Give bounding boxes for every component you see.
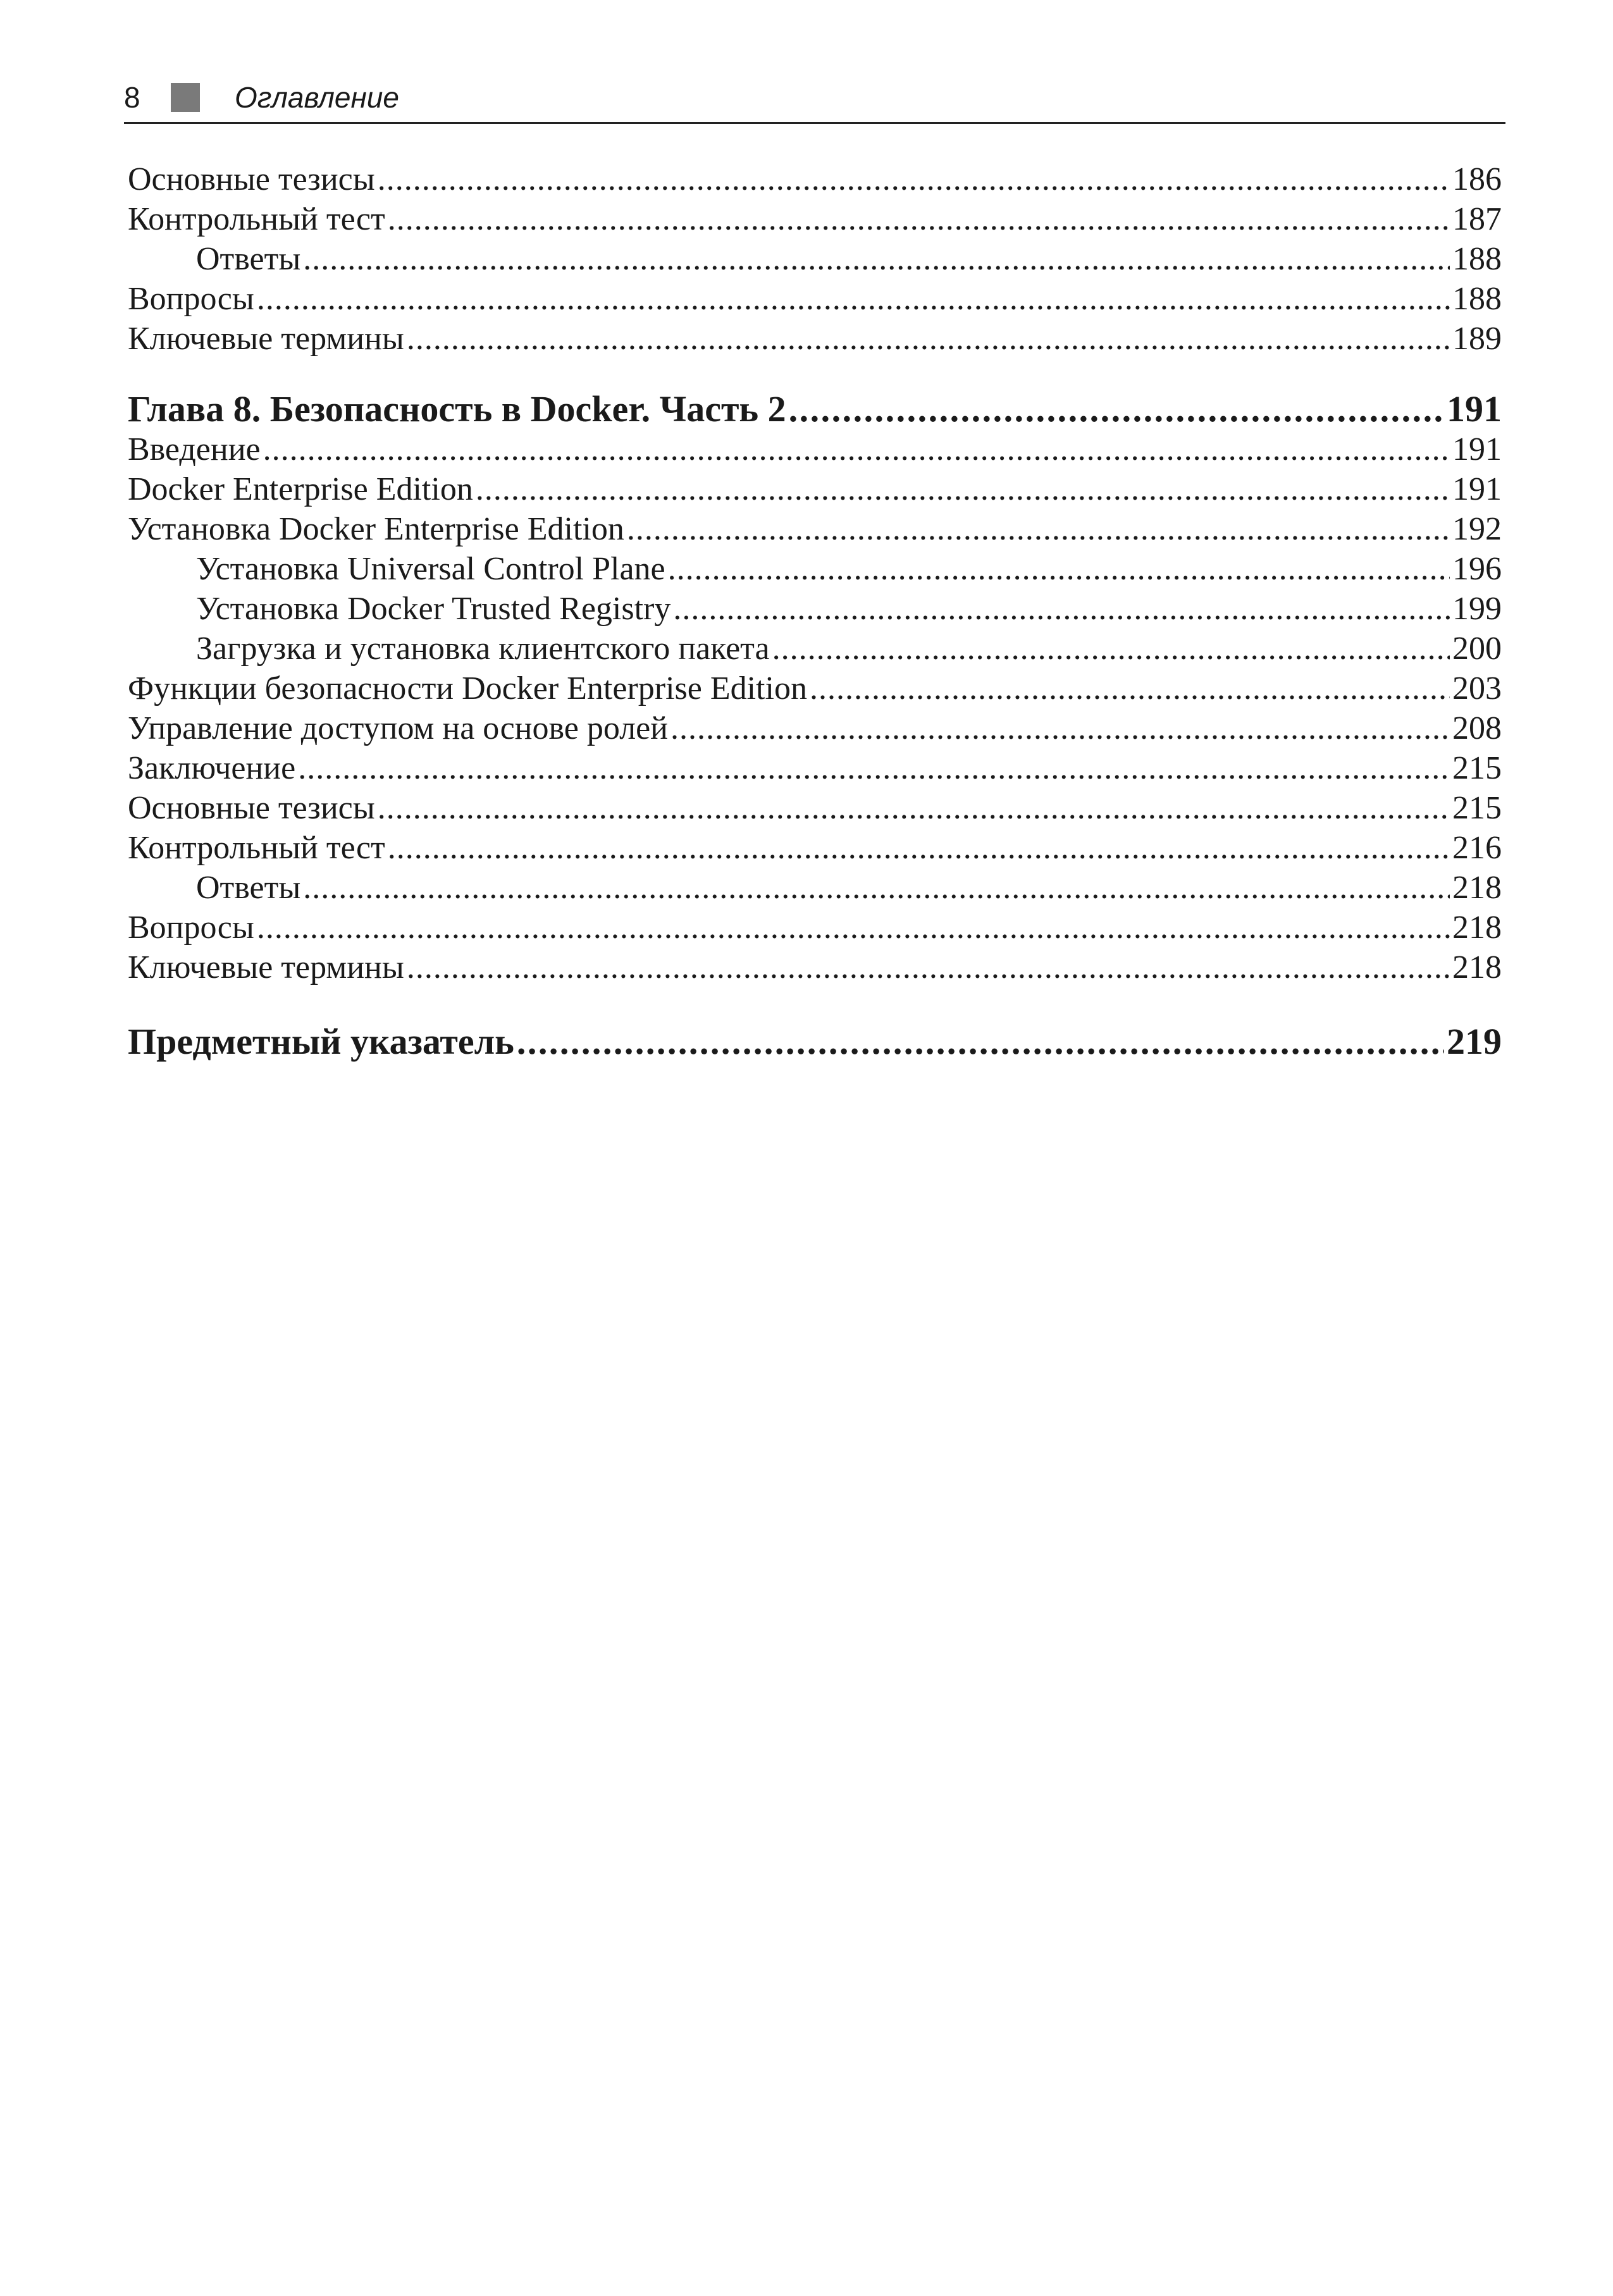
- toc-entry[interactable]: [128, 868, 1502, 908]
- dot-leader: [388, 828, 1450, 868]
- toc-entry-page: 186: [1452, 161, 1502, 197]
- toc-entry-title: Контрольный тест: [128, 201, 385, 237]
- toc-entry-title: Функции безопасности Docker Enterprise Edition: [128, 670, 807, 707]
- dot-leader: [407, 319, 1450, 359]
- toc-entry[interactable]: [128, 947, 1502, 987]
- toc-chapter-entry[interactable]: [128, 389, 1502, 429]
- toc-entry[interactable]: [128, 159, 1502, 199]
- toc-entry[interactable]: [128, 199, 1502, 239]
- toc-entry[interactable]: [128, 669, 1502, 708]
- toc-entry-title: Вопросы: [128, 910, 254, 946]
- toc-chapter-title: Глава 8. Безопасность в Docker. Часть 2: [128, 388, 786, 429]
- toc-chapter-title: Предметный указатель: [128, 1021, 514, 1062]
- dot-leader: [476, 469, 1450, 509]
- dot-leader: [673, 589, 1450, 629]
- toc-entry-title: Основные тезисы: [128, 790, 375, 826]
- dot-leader: [627, 509, 1450, 549]
- dot-leader: [257, 279, 1450, 319]
- toc-entry[interactable]: [128, 828, 1502, 868]
- toc-entry-title: Ключевые термины: [128, 949, 404, 985]
- toc-entry-title: Контрольный тест: [128, 830, 385, 866]
- dot-leader: [263, 429, 1450, 469]
- toc-entry[interactable]: [128, 319, 1502, 359]
- dot-leader: [378, 159, 1450, 199]
- toc-entry-title: Docker Enterprise Edition: [128, 471, 473, 507]
- toc-entry-title: Установка Docker Enterprise Edition: [128, 511, 624, 547]
- toc-entry[interactable]: [128, 748, 1502, 788]
- dot-leader: [303, 868, 1450, 908]
- dot-leader: [671, 708, 1450, 748]
- toc-entry-title: Заключение: [128, 750, 296, 786]
- toc-entry-title: Введение: [128, 431, 261, 467]
- toc-entry-page: 189: [1452, 321, 1502, 357]
- toc-entry-page: 188: [1452, 281, 1502, 317]
- toc-entry[interactable]: [128, 429, 1502, 469]
- toc-entry[interactable]: [128, 549, 1502, 589]
- toc-entry-page: 191: [1452, 471, 1502, 507]
- toc-chapter-page: 219: [1447, 1021, 1502, 1062]
- toc-entry-title: Ответы: [196, 870, 301, 906]
- toc-entry-page: 192: [1452, 511, 1502, 547]
- section-title: Оглавление: [235, 80, 399, 114]
- toc-entry[interactable]: [128, 589, 1502, 629]
- table-of-contents: [128, 159, 1502, 1062]
- dot-leader: [772, 629, 1450, 669]
- toc-entry-page: 208: [1452, 710, 1502, 746]
- toc-entry[interactable]: [128, 629, 1502, 669]
- running-header: [124, 77, 1505, 124]
- toc-entry-page: 187: [1452, 201, 1502, 237]
- toc-entry-page: 218: [1452, 949, 1502, 985]
- toc-entry[interactable]: [128, 708, 1502, 748]
- dot-leader: [303, 239, 1450, 279]
- toc-entry-page: 203: [1452, 670, 1502, 707]
- dot-leader: [407, 947, 1450, 987]
- toc-entry-page: 199: [1452, 591, 1502, 627]
- toc-entry[interactable]: [128, 469, 1502, 509]
- toc-entry[interactable]: [128, 509, 1502, 549]
- dot-leader: [257, 908, 1450, 947]
- toc-entry-title: Основные тезисы: [128, 161, 375, 197]
- toc-entry[interactable]: [128, 239, 1502, 279]
- toc-entry-page: 196: [1452, 551, 1502, 587]
- toc-entry-title: Вопросы: [128, 281, 254, 317]
- toc-entry[interactable]: [128, 908, 1502, 947]
- toc-entry-title: Загрузка и установка клиентского пакета: [196, 631, 770, 667]
- toc-entry-page: 191: [1452, 431, 1502, 467]
- toc-entry-page: 218: [1452, 910, 1502, 946]
- dot-leader: [517, 1021, 1444, 1062]
- toc-entry-page: 200: [1452, 631, 1502, 667]
- toc-entry[interactable]: [128, 279, 1502, 319]
- toc-entry-page: 216: [1452, 830, 1502, 866]
- toc-entry[interactable]: [128, 788, 1502, 828]
- toc-chapter-entry[interactable]: [128, 1021, 1502, 1062]
- page-number: 8: [124, 80, 140, 114]
- dot-leader: [810, 669, 1450, 708]
- dot-leader: [388, 199, 1450, 239]
- toc-entry-page: 218: [1452, 870, 1502, 906]
- dot-leader: [789, 389, 1444, 429]
- toc-chapter-page: 191: [1447, 388, 1502, 429]
- dot-leader: [668, 549, 1450, 589]
- toc-entry-title: Управление доступом на основе ролей: [128, 710, 669, 746]
- toc-entry-title: Установка Docker Trusted Registry: [196, 591, 671, 627]
- toc-entry-title: Установка Universal Control Plane: [196, 551, 665, 587]
- toc-entry-page: 215: [1452, 790, 1502, 826]
- toc-entry-page: 215: [1452, 750, 1502, 786]
- toc-entry-title: Ответы: [196, 241, 301, 277]
- dot-leader: [378, 788, 1450, 828]
- toc-entry-title: Ключевые термины: [128, 321, 404, 357]
- header-square-icon: [171, 83, 200, 112]
- dot-leader: [298, 748, 1450, 788]
- toc-entry-page: 188: [1452, 241, 1502, 277]
